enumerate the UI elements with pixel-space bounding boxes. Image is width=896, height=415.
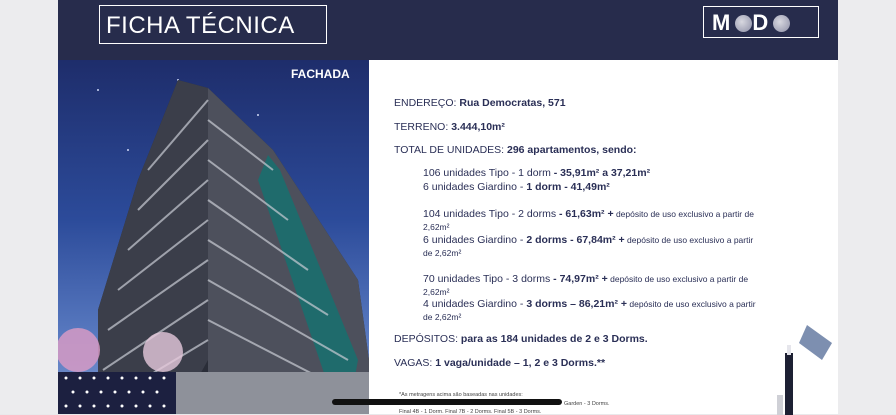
footnote-3: Final 4B - 1 Dorm. Final 7B - 2 Dorms. Final 5B - 3 Dorms. xyxy=(399,409,542,415)
vagas-label: VAGAS: xyxy=(394,357,433,369)
unit-1-area: - 35,91m² a 37,21m² xyxy=(550,167,651,179)
endereco-label: ENDEREÇO: xyxy=(394,97,457,109)
unit-6-desc: 4 unidades Giardino - xyxy=(423,298,527,310)
terreno-value: 3.444,10m² xyxy=(451,121,505,133)
unit-6-area: 3 dorms – 86,21m² + xyxy=(526,298,628,310)
endereco-value: Rua Democratas, 571 xyxy=(459,97,566,109)
logo-letter-d: D xyxy=(752,10,772,35)
left-margin xyxy=(0,0,58,414)
page-title: FICHA TÉCNICA xyxy=(99,5,327,44)
unit-4-area: 2 dorms - 67,84m² + xyxy=(526,234,625,246)
endereco-line xyxy=(394,97,566,109)
total-line xyxy=(394,144,637,156)
spec-sheet xyxy=(369,60,838,414)
total-value: 296 apartamentos, sendo: xyxy=(507,144,637,156)
terreno-label: TERRENO: xyxy=(394,121,449,133)
header-bar xyxy=(58,0,838,60)
unit-5-desc: 70 unidades Tipo - 3 dorms xyxy=(423,273,551,285)
unit-row-2 xyxy=(423,181,610,193)
unit-row-5 xyxy=(423,273,763,299)
vagas-value: 1 vaga/unidade – 1, 2 e 3 Dorms.** xyxy=(435,357,606,369)
pen-icon xyxy=(777,325,837,415)
logo-letter-m: M xyxy=(712,10,734,35)
vagas-line xyxy=(394,357,605,369)
logo-globe-icon xyxy=(735,15,752,32)
unit-3-area: - 61,63m² + xyxy=(556,208,614,220)
redaction-bar xyxy=(332,399,562,405)
unit-6-note: depósito de uso exclusivo a partir de 2,62m² xyxy=(423,299,756,322)
unit-2-area: 1 dorm - 41,49m² xyxy=(526,181,610,193)
unit-4-desc: 6 unidades Giardino - xyxy=(423,234,527,246)
depositos-line xyxy=(394,333,648,345)
depositos-label: DEPÓSITOS: xyxy=(394,333,458,345)
modo-logo xyxy=(703,6,819,38)
terreno-line xyxy=(394,121,505,133)
total-label: TOTAL DE UNIDADES: xyxy=(394,144,505,156)
unit-3-note: depósito de uso exclusivo a partir de 2,62m² xyxy=(423,209,754,232)
unit-1-desc: 106 unidades Tipo - 1 dorm xyxy=(423,167,551,179)
unit-5-area: - 74,97m² + xyxy=(550,273,608,285)
unit-3-desc: 104 unidades Tipo - 2 dorms xyxy=(423,208,557,220)
footnote-1: *As metragens acima são baseadas nas unidades: xyxy=(399,392,523,398)
footnote-2: Garden - 3 Dorms. xyxy=(564,401,610,407)
unit-row-3 xyxy=(423,208,763,234)
unit-row-6 xyxy=(423,298,763,324)
logo-globe-icon-2 xyxy=(773,15,790,32)
unit-5-note: depósito de uso exclusivo a partir de 2,62m² xyxy=(423,274,749,297)
photo-label: FACHADA xyxy=(291,67,350,81)
unit-row-4 xyxy=(423,234,763,260)
right-margin xyxy=(838,0,896,414)
unit-row-1 xyxy=(423,167,650,179)
unit-4-note: depósito de uso exclusivo a partir de 2,62m² xyxy=(423,235,754,258)
building-illustration xyxy=(58,60,369,414)
depositos-value: para as 184 unidades de 2 e 3 Dorms. xyxy=(460,333,648,345)
building-photo xyxy=(58,60,369,414)
unit-2-desc: 6 unidades Giardino - xyxy=(423,181,527,193)
